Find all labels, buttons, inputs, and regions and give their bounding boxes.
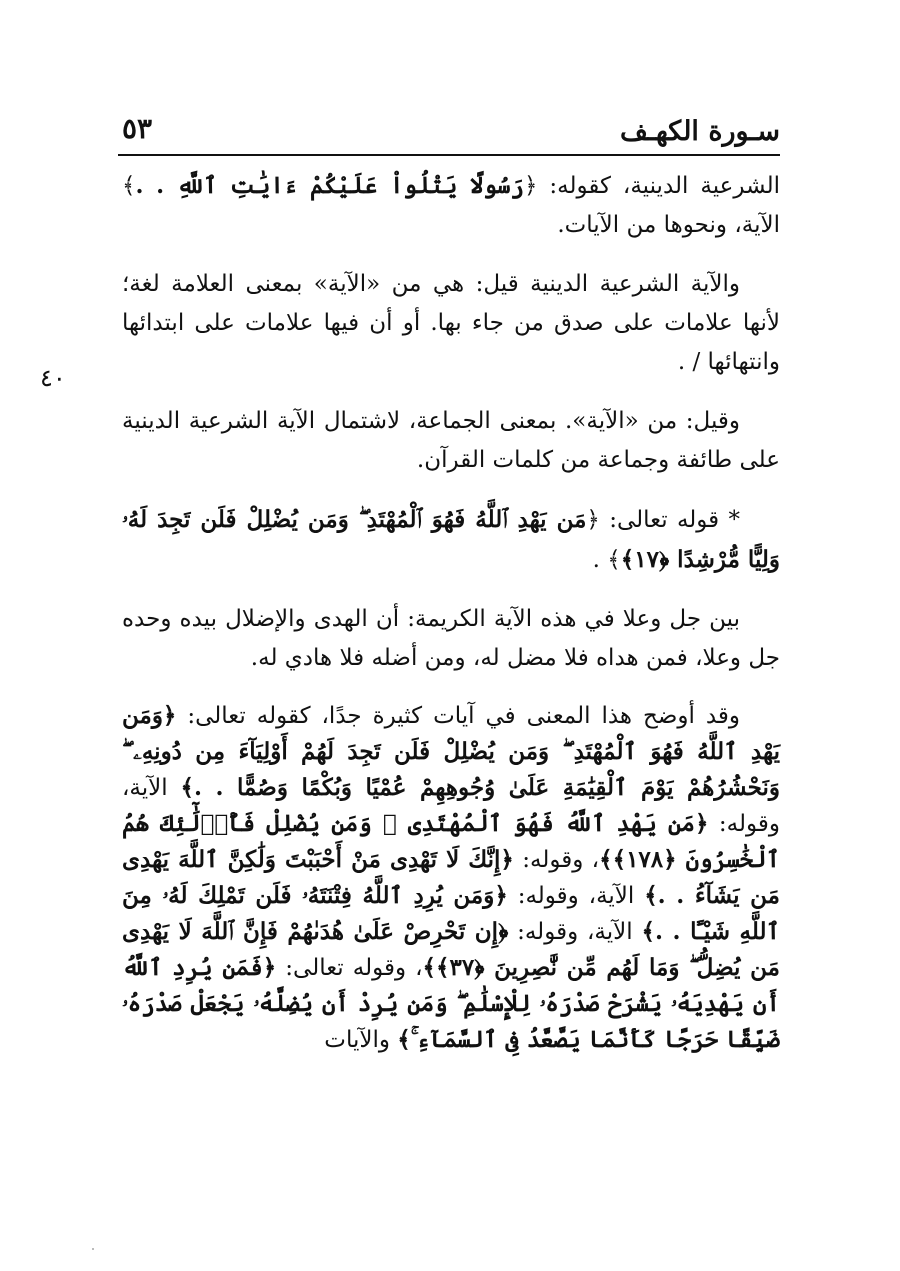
paragraph-4-text-a: قوله تعالى: xyxy=(599,507,729,533)
paragraph-1-text-a: الشرعية الدينية، كقوله: xyxy=(537,173,780,199)
paragraph-4 xyxy=(122,500,780,580)
quran-quote-3: ﴿إِنَّكَ لَا تَهْدِى مَنْ أَحْبَبْتَ وَلَٰكِنَّ ٱللَّهَ يَهْدِى مَن يَشَآءُ . .﴾ xyxy=(122,846,780,909)
ornate-bracket-close: ﴾ xyxy=(122,173,136,199)
paragraph-5: بين جل وعلا في هذه الآية الكريمة: أن الهدى والإضلال بيده وحده جل وعلا، فمن هداه فلا مضل له، ومن أضله فلا هادي له. xyxy=(122,606,780,671)
paragraph-1 xyxy=(122,166,780,245)
paragraph-6-text-5: ، وقوله تعالى: xyxy=(276,955,423,981)
quran-quote: رَسُولًا يَتْلُواْ عَلَيْكُمْ ءَايَٰتِ ٱللَّهِ . . xyxy=(135,172,524,199)
paragraph-3: وقيل: من «الآية». بمعنى الجماعة، لاشتمال الآية الشرعية الدينية على طائفة وجماعة من كلمات القرآن. xyxy=(122,408,780,473)
paragraph-6-text-6: والآيات xyxy=(324,1027,398,1053)
scan-speck xyxy=(92,1248,94,1250)
ornate-bracket-open: ﴿ xyxy=(523,173,538,199)
paragraph-6 xyxy=(122,698,780,1058)
margin-reference-number: ٤٠ xyxy=(40,364,66,392)
paragraph-6-text-3: الآية، وقوله: xyxy=(507,883,645,909)
page-number: ٥٣ xyxy=(122,112,153,145)
ornate-bracket-close: ﴾ xyxy=(607,547,621,573)
paragraph-6-text-2: ، وقوله: xyxy=(513,847,600,873)
page-header xyxy=(118,110,780,154)
body-text xyxy=(122,166,780,1078)
quran-quote-2: ﴿مَن يَهْدِ ٱللَّهُ فَهُوَ ٱلْمُهْتَدِى ۖ وَمَن يُضْلِلْ فَأُو۟لَٰٓئِكَ هُمُ ٱلْخَٰسِرُونَ ﴿١٧٨﴾﴾ xyxy=(122,810,780,873)
paragraph-1-text-b: الآية، ونحوها من الآيات. xyxy=(557,212,780,238)
quran-quote-4: ﴿وَمَن يُرِدِ ٱللَّهُ فِتْنَتَهُۥ فَلَن تَمْلِكَ لَهُۥ مِنَ ٱللَّهِ شَيْـًٔا . .﴾ xyxy=(122,882,780,945)
paragraph-2: والآية الشرعية الدينية قيل: هي من «الآية» بمعنى العلامة لغة؛ لأنها علامات على صدق من جاء بها. أو أن فيها علامات على ابتدائها وانتهائها / . xyxy=(122,271,780,375)
quran-quote-5: ﴿إِن تَحْرِصْ عَلَىٰ هُدَىٰهُمْ فَإِنَّ ٱللَّهَ لَا يَهْدِى مَن يُضِلُّ ۖ وَمَا لَهُم مِّن نَّٰصِرِينَ ﴿٣٧﴾﴾ xyxy=(122,918,780,981)
paragraph-4-text-b: . xyxy=(592,547,608,573)
paragraph-6-text-1: الآية، وقوله: xyxy=(122,775,780,837)
quran-quote: مَن يَهْدِ ٱللَّهُ فَهُوَ ٱلْمُهْتَدِ ۖ وَمَن يُضْلِلْ فَلَن تَجِدَ لَهُۥ وَلِيًّا مُّرْشِدًا ﴿١٧﴾ xyxy=(122,506,780,573)
header-rule xyxy=(118,154,780,156)
surah-title: سـورة الكهـف xyxy=(619,116,780,147)
quran-quote-1: ﴿وَمَن يَهْدِ ٱللَّهُ فَهُوَ ٱلْمُهْتَدِ ۖ وَمَن يُضْلِلْ فَلَن تَجِدَ لَهُمْ أَوْلِيَآءَ مِن دُونِهِۦ ۖ وَنَحْشُرُهُمْ يَوْمَ ٱلْقِيَٰمَةِ عَلَىٰ وُجُوهِهِمْ عُمْيًا وَبُكْمًا وَصُمًّا . .﴾ xyxy=(122,702,780,801)
paragraph-6-text-4: الآية، وقوله: xyxy=(508,919,642,945)
ornate-bracket-open: ﴿ xyxy=(586,507,600,533)
asterisk-marker: * xyxy=(728,507,740,533)
quran-quote-6: ﴿فَمَن يُرِدِ ٱللَّهُ أَن يَهْدِيَهُۥ يَشْرَحْ صَدْرَهُۥ لِلْإِسْلَٰمِ ۖ وَمَن يُرِدْ أَن يُضِلَّهُۥ يَجْعَلْ صَدْرَهُۥ ضَيِّقًا حَرَجًا كَأَنَّمَا يَصَّعَّدُ فِى ٱلسَّمَآءِ ۚ﴾ xyxy=(122,954,780,1053)
paragraph-6-intro: وقد أوضح هذا المعنى في آيات كثيرة جدًا، كقوله تعالى: xyxy=(176,703,740,729)
